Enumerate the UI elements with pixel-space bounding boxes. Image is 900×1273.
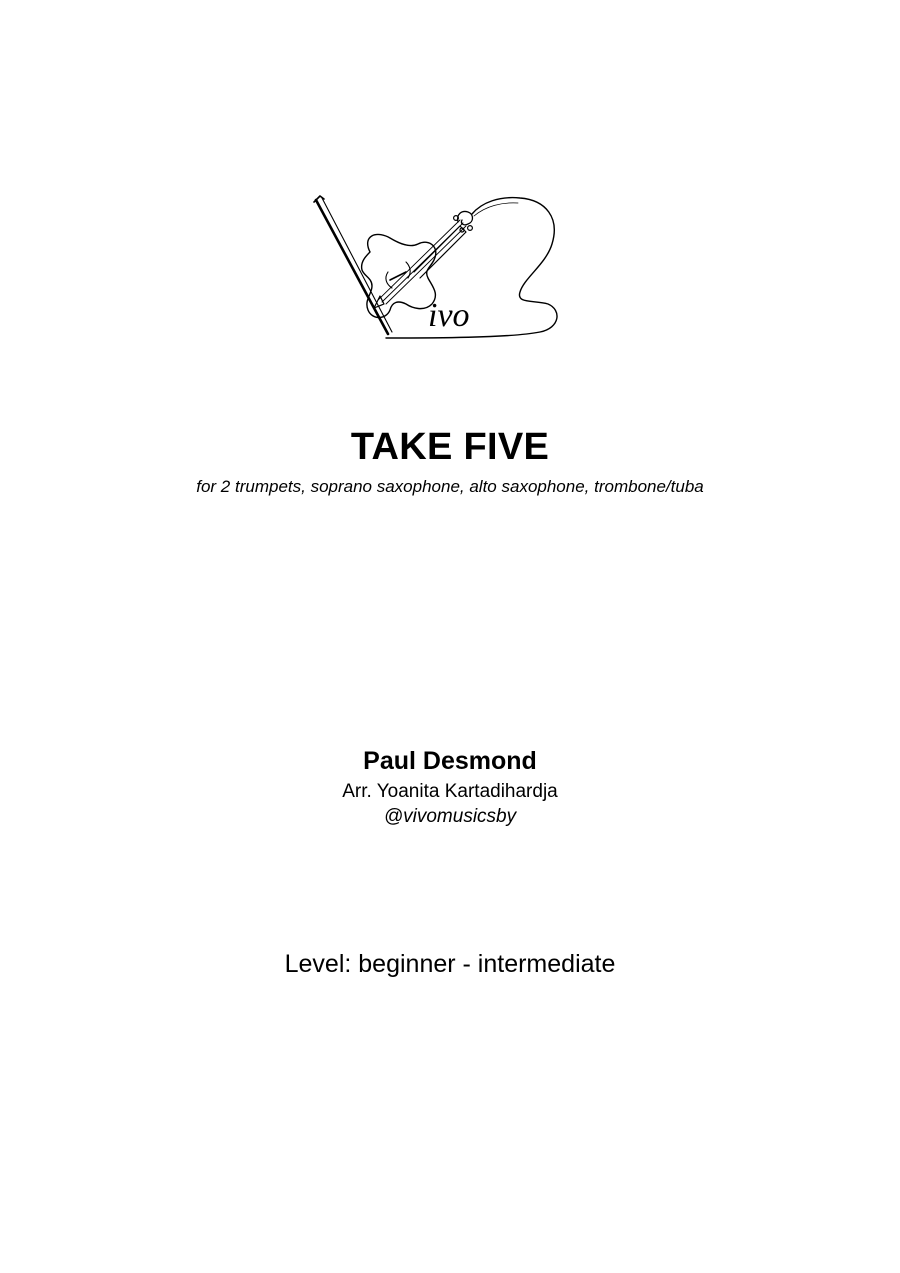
instrumentation-subtitle: for 2 trumpets, soprano saxophone, alto saxophone, trombone/tuba — [196, 477, 704, 496]
logo-wordmark: ivo — [428, 297, 470, 334]
violin-logo-icon — [310, 192, 565, 342]
difficulty-level: Level: beginner - intermediate — [284, 950, 616, 978]
page-title: TAKE FIVE — [350, 426, 550, 468]
vivo-logo — [310, 192, 565, 342]
social-handle: @vivomusicsby — [383, 806, 517, 827]
arranger-credit: Arr. Yoanita Kartadihardja — [342, 781, 558, 802]
composer-name: Paul Desmond — [363, 747, 537, 775]
